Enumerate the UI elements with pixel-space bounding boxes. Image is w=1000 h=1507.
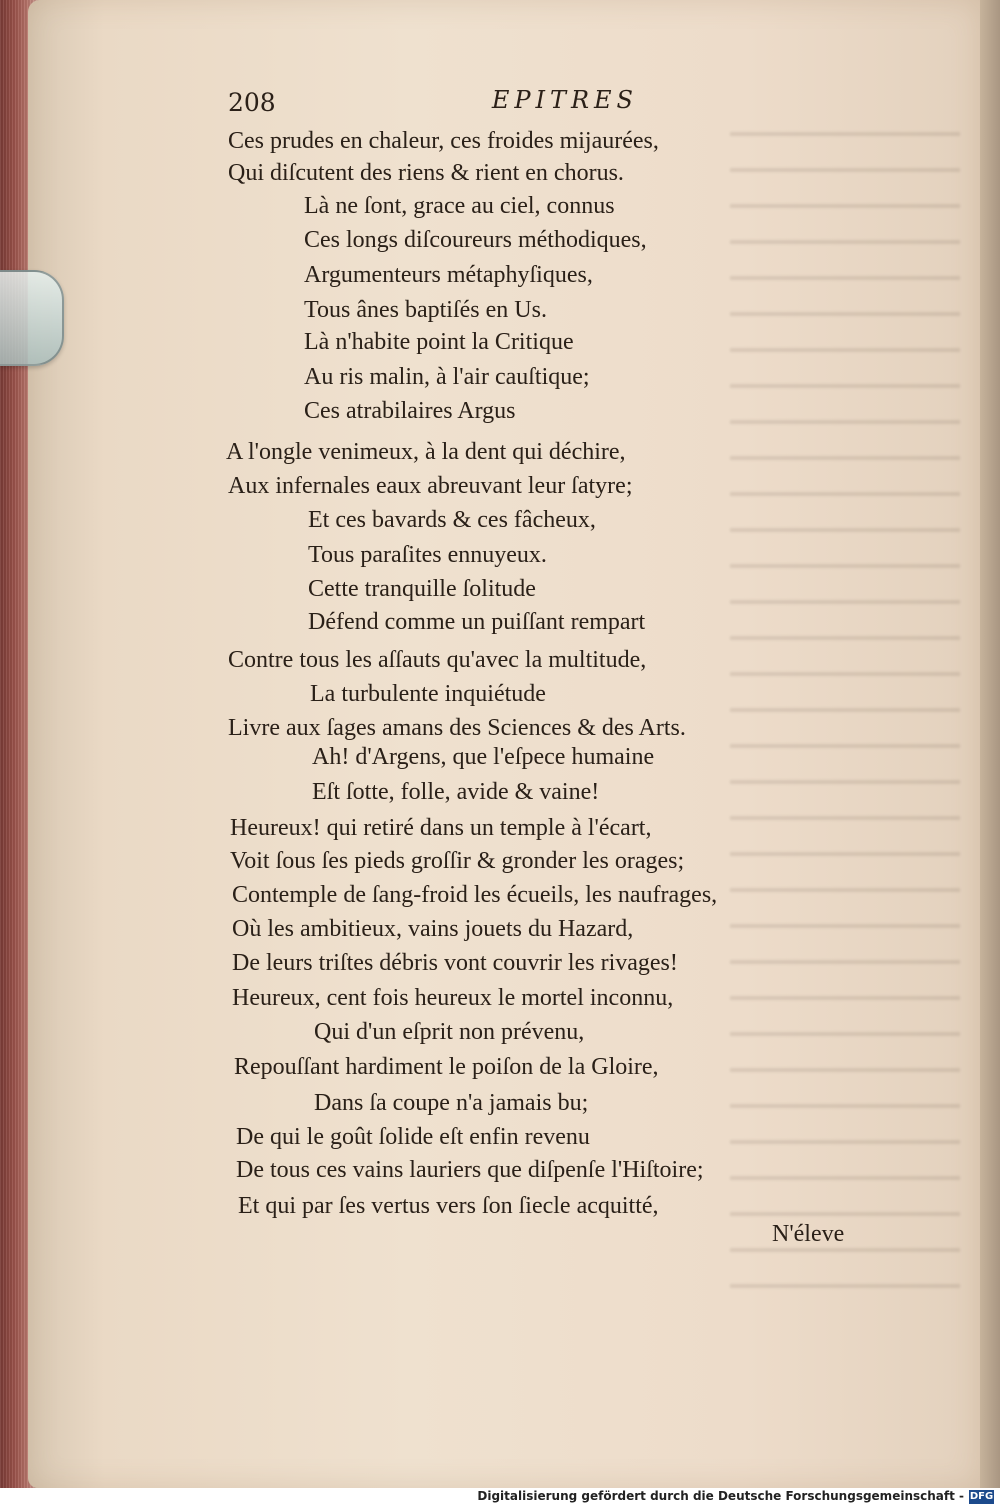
poem-line: Argumenteurs métaphyſiques, — [304, 262, 593, 288]
poem-line: Aux infernales eaux abreuvant leur ſatyre; — [228, 473, 633, 499]
page-number: 208 — [228, 88, 276, 117]
poem-line: Qui diſcutent des riens & rient en chorus. — [228, 160, 624, 186]
poem-line: Contemple de ſang-froid les écueils, les naufrages, — [232, 882, 718, 908]
poem-line: Ces atrabilaires Argus — [304, 398, 516, 424]
dfg-logo-icon: DFG — [969, 1491, 994, 1502]
poem-line: De qui le goût ſolide eſt enfin revenu — [236, 1124, 590, 1150]
funding-notice: Digitalisierung gefördert durch die Deutsche Forschungsgemeinschaft - — [477, 1489, 964, 1503]
poem-line: Défend comme un puiſſant rempart — [308, 609, 646, 635]
poem-line: Là n'habite point la Critique — [304, 329, 574, 355]
poem-line: De leurs triſtes débris vont couvrir les rivages! — [232, 950, 678, 976]
poem-line: Heureux! qui retiré dans un temple à l'écart, — [230, 815, 652, 841]
poem-line: Heureux, cent fois heureux le mortel inconnu, — [232, 985, 674, 1011]
poem-line: Tous paraſites ennuyeux. — [308, 542, 547, 568]
poem-line: Ah! d'Argens, que l'eſpece humaine — [312, 744, 655, 770]
poem-line: Et qui par ſes vertus vers ſon ſiecle acquitté, — [238, 1193, 659, 1219]
poem-line: Cette tranquille ſolitude — [308, 576, 536, 602]
poem-line: La turbulente inquiétude — [310, 681, 546, 707]
poem-line: Là ne ſont, grace au ciel, connus — [304, 193, 615, 219]
poem-line: Dans ſa coupe n'a jamais bu; — [314, 1090, 589, 1116]
poem-line: Tous ânes baptiſés en Us. — [304, 297, 547, 323]
poem-line: Contre tous les aſſauts qu'avec la multitude, — [228, 647, 647, 673]
poem-line: Ces longs diſcoureurs méthodiques, — [304, 227, 647, 253]
poem-line: Voit ſous ſes pieds groſſir & gronder les orages; — [230, 848, 685, 874]
poem-line: Livre aux ſages amans des Sciences & des Arts. — [228, 715, 686, 741]
poem-line: Où les ambitieux, vains jouets du Hazard, — [232, 916, 634, 942]
poem-line: Qui d'un eſprit non prévenu, — [314, 1019, 585, 1045]
poem-line: Repouſſant hardiment le poiſon de la Gloire, — [234, 1054, 659, 1080]
digitization-footer — [0, 1488, 1000, 1507]
catchword: N'éleve — [772, 1221, 845, 1247]
poem-line: Au ris malin, à l'air cauſtique; — [304, 364, 590, 390]
running-head: EPITRES — [491, 86, 638, 114]
poem-line: Ces prudes en chaleur, ces froides mijaurées, — [228, 128, 659, 154]
poem-line: De tous ces vains lauriers que diſpenſe l'Hiſtoire; — [236, 1157, 704, 1183]
poem-line: Eſt ſotte, folle, avide & vaine! — [312, 779, 600, 805]
poem-line: Et ces bavards & ces fâcheux, — [308, 507, 596, 533]
poem-line: A l'ongle venimeux, à la dent qui déchire, — [226, 439, 626, 465]
